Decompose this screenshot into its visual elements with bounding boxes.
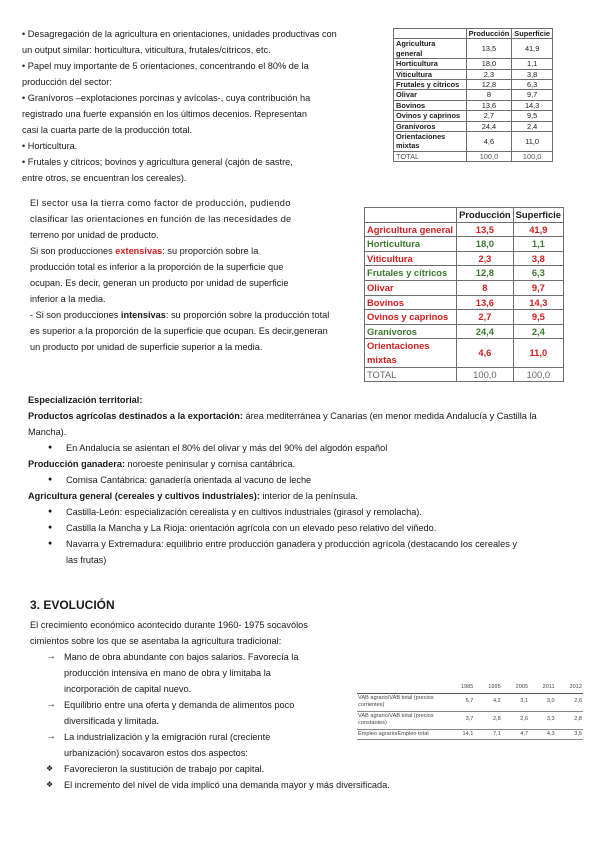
text-line: producción total es inferior a la proporción de la superficie que xyxy=(30,262,284,272)
table-row xyxy=(365,367,564,382)
table-row xyxy=(394,39,553,59)
table-row xyxy=(394,80,553,90)
livestock-line: Producción ganadera: noroeste peninsular y cornisa cantábrica. xyxy=(28,459,296,469)
production-cell: 13,5 xyxy=(457,222,514,237)
row-label: Orientaciones mixtas xyxy=(365,339,457,367)
arrow-item: → La industrialización y la emigración rural (creciente xyxy=(30,729,360,745)
value-cell: 3,5 xyxy=(556,729,583,740)
text-line: • Horticultura. xyxy=(22,141,78,151)
text-line: inferior a la media. xyxy=(30,294,106,304)
extensive-term: extensivas xyxy=(115,246,163,256)
table-row xyxy=(365,295,564,310)
livestock-bullet: ● Cornisa Cantábrica: ganadería orientada al vacuno de leche xyxy=(28,472,573,488)
intensive-term: intensivas xyxy=(120,310,166,320)
general-bullet: ● Navarra y Extremadura: equilibrio entre producción ganadera y producción agrícola (destacando los cereales y xyxy=(28,536,573,552)
text-line: terreno por unidad de producto. xyxy=(30,230,159,240)
text-line: • Granívoros –explotaciones porcinas y avícolas-, cuya contribución ha xyxy=(22,93,311,103)
land-use-paragraph xyxy=(30,195,355,355)
table-row xyxy=(357,729,583,740)
surface-cell: 9,5 xyxy=(513,310,563,325)
production-cell: 4,6 xyxy=(466,132,512,152)
table-row xyxy=(394,121,553,131)
production-cell: 100,0 xyxy=(466,151,512,161)
production-surface-table-colored xyxy=(364,207,564,382)
text-line: • Frutales y cítricos; bovinos y agricultura general (cajón de sastre, xyxy=(22,157,293,167)
value-cell: 2,6 xyxy=(556,693,583,711)
surface-cell: 6,3 xyxy=(513,266,563,281)
general-bullet: ● Castilla la Mancha y La Rioja: orientación agrícola con un elevado peso relativo del viñedo. xyxy=(28,520,573,536)
surface-cell: 100,0 xyxy=(512,151,553,161)
column-header xyxy=(365,208,457,223)
value-cell: 2,8 xyxy=(556,711,583,729)
text-line: El sector usa la tierra como factor de producción, pudiendo xyxy=(30,198,291,208)
row-label: Frutales y cítricos xyxy=(365,266,457,281)
row-label: Granívoros xyxy=(394,121,467,131)
production-cell: 4,6 xyxy=(457,339,514,367)
production-cell: 2,7 xyxy=(466,111,512,121)
row-label: Horticultura xyxy=(394,59,467,69)
value-cell: 4,7 xyxy=(502,729,529,740)
table-row xyxy=(365,280,564,295)
export-line-cont: Mancha). xyxy=(28,427,67,437)
table-row xyxy=(394,111,553,121)
surface-cell: 2,4 xyxy=(512,121,553,131)
value-cell: 3,3 xyxy=(529,711,556,729)
row-label: Empleo agrario/Empleo total xyxy=(357,729,447,740)
table-row xyxy=(365,266,564,281)
table-row xyxy=(365,222,564,237)
text-line: entre otros, se encuentran los cereales). xyxy=(22,173,187,183)
export-bullet: ● En Andalucía se asientan el 80% del olivar y más del 90% del algodón español xyxy=(28,440,573,456)
column-header: Superficie xyxy=(513,208,563,223)
value-cell: 4,3 xyxy=(529,729,556,740)
text-line: - Si son producciones intensivas: su proporción sobre la producción total xyxy=(30,310,330,320)
text-line: cimientos sobre los que se asentaba la agricultura tradicional: xyxy=(30,636,282,646)
arrow-item: → Equilibrio entre una oferta y demanda de alimentos poco xyxy=(30,697,360,713)
surface-cell: 9,5 xyxy=(512,111,553,121)
table-row xyxy=(394,59,553,69)
production-cell: 8 xyxy=(457,280,514,295)
surface-cell: 1,1 xyxy=(513,237,563,252)
production-cell: 2,3 xyxy=(466,69,512,79)
text-line: un producto por unidad de superficie superior a la media. xyxy=(30,342,263,352)
surface-cell: 9,7 xyxy=(512,90,553,100)
row-label: TOTAL xyxy=(394,151,467,161)
text-line: un output similar: horticultura, viticultura, frutales/cítricos, etc. xyxy=(22,45,271,55)
year-header: 1995 xyxy=(474,683,501,693)
surface-cell: 41,9 xyxy=(512,39,553,59)
table-header-row xyxy=(394,29,553,39)
table-header-row xyxy=(357,683,583,693)
row-label: Olivar xyxy=(365,280,457,295)
evolution-list xyxy=(30,649,390,793)
table-row xyxy=(365,251,564,266)
arrow-item-cont: diversificada y limitada. xyxy=(64,716,159,726)
row-label: Agricultura general xyxy=(365,222,457,237)
table-row xyxy=(394,132,553,152)
surface-cell: 11,0 xyxy=(513,339,563,367)
row-label: Orientaciones mixtas xyxy=(394,132,467,152)
arrow-item-cont: producción intensiva en mano de obra y limitaba la xyxy=(64,668,271,678)
section-heading: Especialización territorial: xyxy=(28,395,143,405)
production-cell: 13,6 xyxy=(457,295,514,310)
row-label: Bovinos xyxy=(365,295,457,310)
intro-paragraph xyxy=(22,26,372,186)
text-line: ocupan. Es decir, generan un producto por unidad de superficie xyxy=(30,278,289,288)
row-label: Ovinos y caprinos xyxy=(365,310,457,325)
surface-cell: 2,4 xyxy=(513,324,563,339)
value-cell: 4,2 xyxy=(474,693,501,711)
surface-cell: 41,9 xyxy=(513,222,563,237)
column-header: Producción xyxy=(457,208,514,223)
value-cell: 7,1 xyxy=(474,729,501,740)
production-cell: 13,5 xyxy=(466,39,512,59)
row-label: VAB agrario/VAB total (precios corrientes) xyxy=(357,693,447,711)
row-label: Granívoros xyxy=(365,324,457,339)
arrow-item: → Mano de obra abundante con bajos salarios. Favorecía la xyxy=(30,649,360,665)
text-line: es superior a la proporción de la superficie que ocupan. Es decir,generan xyxy=(30,326,328,336)
row-label: Olivar xyxy=(394,90,467,100)
row-label: TOTAL xyxy=(365,367,457,382)
text-line: clasificar las orientaciones en función de las necesidades de xyxy=(30,214,292,224)
production-cell: 100,0 xyxy=(457,367,514,382)
text-line: • Papel muy importante de 5 orientaciones, concentrando el 80% de la xyxy=(22,61,309,71)
value-cell: 2,6 xyxy=(502,711,529,729)
production-cell: 2,3 xyxy=(457,251,514,266)
arrow-item-cont: incorporación de capital nuevo. xyxy=(64,684,192,694)
production-cell: 13,6 xyxy=(466,100,512,110)
column-header: Producción xyxy=(466,29,512,39)
general-bullet: ● Castilla-León: especialización cerealista y en cultivos industriales (girasol y remolacha). xyxy=(28,504,573,520)
production-cell: 8 xyxy=(466,90,512,100)
year-header: 1985 xyxy=(447,683,474,693)
territorial-specialization xyxy=(28,392,573,568)
row-label: Viticultura xyxy=(394,69,467,79)
surface-cell: 6,3 xyxy=(512,80,553,90)
value-cell: 5,7 xyxy=(447,693,474,711)
surface-cell: 100,0 xyxy=(513,367,563,382)
text-line: Si son producciones extensivas: su proporción sobre la xyxy=(30,246,259,256)
table-row xyxy=(394,90,553,100)
general-bullet-cont: las frutas) xyxy=(66,555,107,565)
diamond-item: ❖ Favorecieron la sustitución de trabajo por capital. xyxy=(30,761,360,777)
production-cell: 2,7 xyxy=(457,310,514,325)
surface-cell: 3,8 xyxy=(512,69,553,79)
year-header: 2012 xyxy=(556,683,583,693)
surface-cell: 14,3 xyxy=(512,100,553,110)
row-label: Bovinos xyxy=(394,100,467,110)
general-line: Agricultura general (cereales y cultivos industriales): interior de la península. xyxy=(28,491,358,501)
agrarian-share-table xyxy=(357,683,583,740)
table-row xyxy=(357,693,583,711)
surface-cell: 14,3 xyxy=(513,295,563,310)
table-row xyxy=(365,324,564,339)
row-label: Frutales y cítricos xyxy=(394,80,467,90)
year-header: 2005 xyxy=(502,683,529,693)
text-line: producción del sector: xyxy=(22,77,112,87)
row-label: Agricultura general xyxy=(394,39,467,59)
production-cell: 24,4 xyxy=(466,121,512,131)
diamond-item: ❖ El incremento del nivel de vida implicó una demanda mayor y más diversificada. xyxy=(30,777,360,793)
table-row xyxy=(394,69,553,79)
export-line: Productos agrícolas destinados a la exportación: área mediterránea y Canarias (en menor medida Andalucía y Castilla la xyxy=(28,411,537,421)
production-cell: 24,4 xyxy=(457,324,514,339)
table-header-row xyxy=(365,208,564,223)
table-row xyxy=(394,151,553,161)
text-line: El crecimiento económico acontecido durante 1960- 1975 socavólos xyxy=(30,620,308,630)
row-label: VAB agrario/VAB total (precios constantes) xyxy=(357,711,447,729)
text-line: registrado una fuerte expansión en los últimos decenios. Representan xyxy=(22,109,307,119)
surface-cell: 3,8 xyxy=(513,251,563,266)
table-row xyxy=(365,339,564,367)
surface-cell: 9,7 xyxy=(513,280,563,295)
value-cell: 3,7 xyxy=(447,711,474,729)
value-cell: 2,8 xyxy=(474,711,501,729)
evolution-body xyxy=(30,617,390,793)
row-label: Horticultura xyxy=(365,237,457,252)
row-label: Ovinos y caprinos xyxy=(394,111,467,121)
table-row xyxy=(365,310,564,325)
table-row xyxy=(357,711,583,729)
production-cell: 18,0 xyxy=(466,59,512,69)
production-cell: 12,8 xyxy=(466,80,512,90)
value-cell: 3,1 xyxy=(502,693,529,711)
column-header xyxy=(394,29,467,39)
text-line: • Desagregación de la agricultura en orientaciones, unidades productivas con xyxy=(22,29,337,39)
table-row xyxy=(365,237,564,252)
arrow-item-cont: urbanización) socavaron estos dos aspectos: xyxy=(64,748,248,758)
column-header: Superficie xyxy=(512,29,553,39)
year-header: 2011 xyxy=(529,683,556,693)
text-line: casi la cuarta parte de la producción total. xyxy=(22,125,193,135)
table-row xyxy=(394,100,553,110)
surface-cell: 1,1 xyxy=(512,59,553,69)
production-surface-table-small xyxy=(393,28,553,162)
value-cell: 14,1 xyxy=(447,729,474,740)
surface-cell: 11,0 xyxy=(512,132,553,152)
production-cell: 12,8 xyxy=(457,266,514,281)
production-cell: 18,0 xyxy=(457,237,514,252)
column-header xyxy=(357,683,447,693)
value-cell: 3,0 xyxy=(529,693,556,711)
row-label: Viticultura xyxy=(365,251,457,266)
evolution-heading: 3. EVOLUCIÓN xyxy=(30,598,115,612)
